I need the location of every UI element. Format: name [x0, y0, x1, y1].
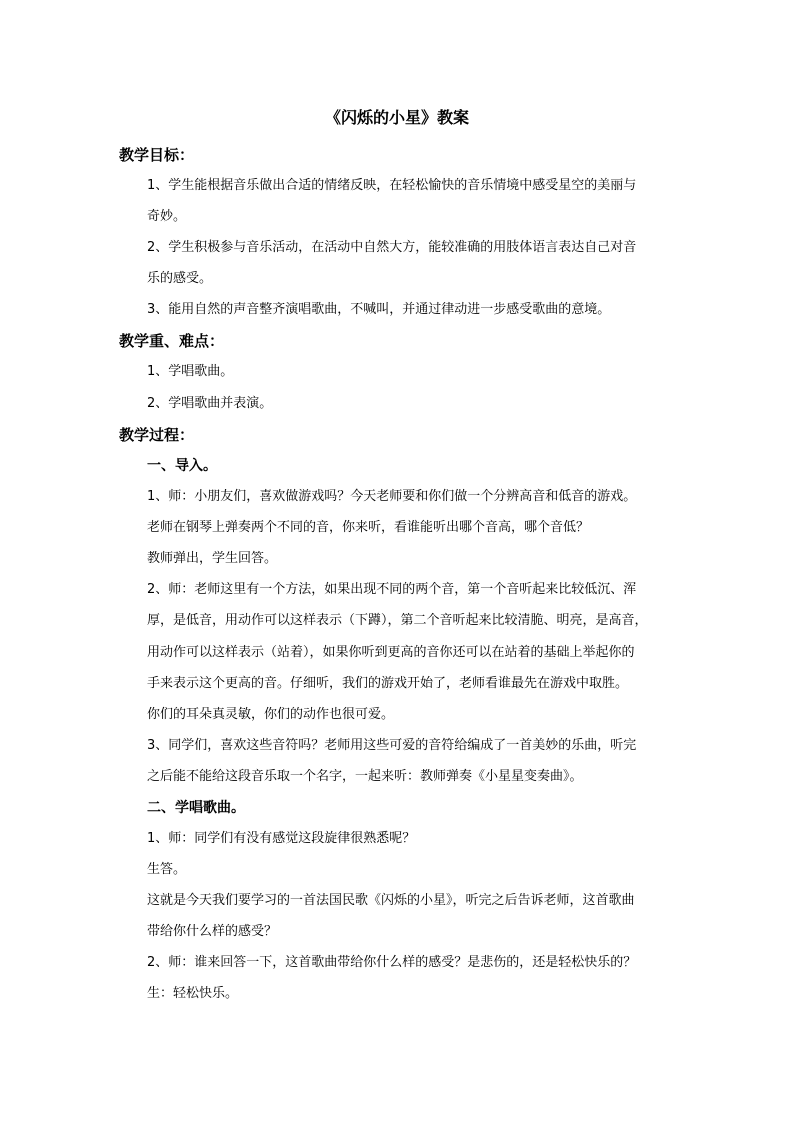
- process-line: 生：轻松快乐。: [147, 986, 239, 1001]
- process-line: 教师弹出，学生回答。: [147, 551, 278, 566]
- process-line: 之后能不能给这段音乐取一个名字，一起来听：教师弹奏《小星星变奏曲》。: [147, 769, 583, 784]
- process-line: 1、师：同学们有没有感觉这段旋律很熟悉呢？: [147, 831, 416, 846]
- process-line: 这就是今天我们要学习的一首法国民歌《闪烁的小星》，听完之后告诉老师，这首歌曲: [147, 893, 635, 908]
- objective-line: 1、学生能根据音乐做出合适的情绪反映，在轻松愉快的音乐情境中感受星空的美丽与: [147, 178, 637, 193]
- section-heading-intro: 一、导入。: [147, 458, 217, 474]
- process-line: 1、师：小朋友们，喜欢做游戏吗？今天老师要和你们做一个分辨高音和低音的游戏。: [147, 489, 637, 504]
- section-heading-learn-song: 二、学唱歌曲。: [147, 800, 245, 816]
- process-line: 带给你什么样的感受？: [147, 924, 278, 939]
- process-line: 2、师：老师这里有一个方法，如果出现不同的两个音，第一个音听起来比较低沉、浑: [147, 582, 637, 597]
- key-point-line: 1、学唱歌曲。: [147, 364, 234, 379]
- process-line: 老师在钢琴上弹奏两个不同的音，你来听，看谁能听出哪个音高，哪个音低？: [147, 520, 590, 535]
- document-title: 《闪烁的小星》教案: [324, 108, 469, 127]
- key-point-line: 2、学唱歌曲并表演。: [147, 396, 273, 411]
- objective-line: 3、能用自然的声音整齐演唱歌曲，不喊叫，并通过律动进一步感受歌曲的意境。: [147, 302, 611, 317]
- objective-line: 奇妙。: [147, 209, 187, 224]
- process-line: 用动作可以这样表示（站着），如果你听到更高的音你还可以在站着的基础上举起你的: [147, 645, 635, 660]
- objective-line: 乐的感受。: [147, 271, 213, 286]
- key-points-heading: 教学重、难点：: [119, 332, 225, 350]
- process-line: 2、师：谁来回答一下，这首歌曲带给你什么样的感受？是悲伤的，还是轻松快乐的？: [147, 955, 637, 970]
- process-line: 手来表示这个更高的音。仔细听，我们的游戏开始了，老师看谁最先在游戏中取胜。: [147, 676, 629, 691]
- process-line: 厚，是低音，用动作可以这样表示（下蹲），第二个音听起来比较清脆、明亮，是高音，: [147, 613, 648, 628]
- process-line: 3、同学们，喜欢这些音符吗？老师用这些可爱的音符给编成了一首美妙的乐曲，听完: [147, 738, 637, 753]
- process-heading: 教学过程：: [119, 426, 195, 444]
- process-line: 你们的耳朵真灵敏，你们的动作也很可爱。: [147, 707, 395, 722]
- objectives-heading: 教学目标：: [119, 146, 195, 164]
- process-line: 生答。: [147, 862, 187, 877]
- objective-line: 2、学生积极参与音乐活动，在活动中自然大方，能较准确的用肢体语言表达自己对音: [147, 240, 637, 255]
